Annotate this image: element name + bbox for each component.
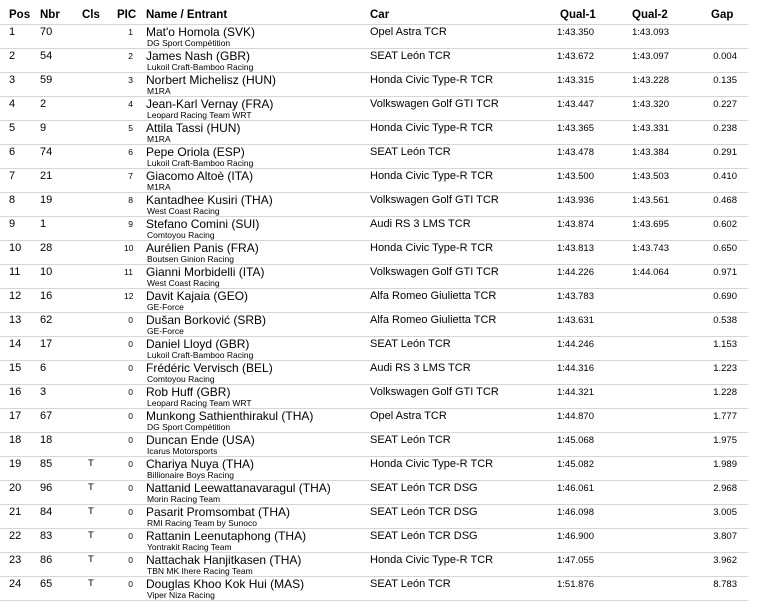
row-divider xyxy=(0,384,748,385)
row-divider xyxy=(0,120,748,121)
row-divider xyxy=(0,312,748,313)
gap-cell: 0.227 xyxy=(713,99,737,110)
gap-cell: 3.962 xyxy=(713,555,737,566)
number-cell: 18 xyxy=(40,434,53,446)
pos-cell: 2 xyxy=(9,50,16,62)
number-cell: 28 xyxy=(40,242,53,254)
pic-cell: 0 xyxy=(128,339,133,349)
number-cell: 16 xyxy=(40,290,53,302)
pos-cell: 3 xyxy=(9,74,16,86)
qual1-time: 1:43.447 xyxy=(557,99,594,110)
gap-cell: 1.989 xyxy=(713,459,737,470)
gap-cell: 0.538 xyxy=(713,315,737,326)
pic-cell: 3 xyxy=(128,75,133,85)
car-cell: Audi RS 3 LMS TCR xyxy=(370,218,471,230)
pos-cell: 7 xyxy=(9,170,16,182)
entrant-name: Icarus Motorsports xyxy=(147,446,218,456)
entrant-name: Morin Racing Team xyxy=(147,494,221,504)
row-divider xyxy=(0,528,748,529)
pic-cell: 0 xyxy=(128,459,133,469)
gap-cell: 0.238 xyxy=(713,123,737,134)
pos-cell: 16 xyxy=(9,386,22,398)
number-cell: 65 xyxy=(40,578,53,590)
entrant-name: Lukoil Craft-Bamboo Racing xyxy=(147,350,254,360)
number-cell: 6 xyxy=(40,362,47,374)
number-cell: 19 xyxy=(40,194,53,206)
driver-name: Rob Huff (GBR) xyxy=(146,385,231,399)
pic-cell: 0 xyxy=(128,531,133,541)
car-cell: Honda Civic Type-R TCR xyxy=(370,74,494,86)
header-pic: PIC xyxy=(117,9,137,21)
pic-cell: 11 xyxy=(124,267,133,277)
driver-name: Mat'o Homola (SVK) xyxy=(146,25,255,39)
entrant-name: Lukoil Craft-Bamboo Racing xyxy=(147,62,254,72)
entrant-name: Comtoyou Racing xyxy=(147,374,215,384)
qual1-time: 1:47.055 xyxy=(557,555,594,566)
car-cell: SEAT León TCR DSG xyxy=(370,530,478,542)
driver-name: Jean-Karl Vernay (FRA) xyxy=(146,97,274,111)
table-row xyxy=(0,480,761,504)
pos-cell: 6 xyxy=(9,146,16,158)
gap-cell: 0.135 xyxy=(713,75,737,86)
row-divider xyxy=(0,504,748,505)
table-row xyxy=(0,360,761,384)
qual2-time: 1:43.228 xyxy=(632,75,669,86)
car-cell: SEAT León TCR xyxy=(370,50,451,62)
table-row xyxy=(0,192,761,216)
pos-cell: 10 xyxy=(9,242,22,254)
gap-cell: 0.690 xyxy=(713,291,737,302)
number-cell: 70 xyxy=(40,26,53,38)
row-divider xyxy=(0,144,748,145)
gap-cell: 0.004 xyxy=(713,51,737,62)
car-cell: Volkswagen Golf GTI TCR xyxy=(370,266,499,278)
number-cell: 10 xyxy=(40,266,53,278)
header-qual1: Qual-1 xyxy=(560,9,596,21)
gap-cell: 1.975 xyxy=(713,435,737,446)
car-cell: SEAT León TCR xyxy=(370,434,451,446)
car-cell: Volkswagen Golf GTI TCR xyxy=(370,98,499,110)
qual2-time: 1:43.695 xyxy=(632,219,669,230)
qual2-time: 1:43.093 xyxy=(632,27,669,38)
entrant-name: GE-Force xyxy=(147,302,184,312)
car-cell: Honda Civic Type-R TCR xyxy=(370,458,494,470)
pic-cell: 4 xyxy=(128,99,133,109)
number-cell: 62 xyxy=(40,314,53,326)
entrant-name: Comtoyou Racing xyxy=(147,230,215,240)
gap-cell: 3.807 xyxy=(713,531,737,542)
car-cell: SEAT León TCR DSG xyxy=(370,506,478,518)
table-row xyxy=(0,288,761,312)
entrant-name: GE-Force xyxy=(147,326,184,336)
row-divider xyxy=(0,168,748,169)
entrant-name: TBN MK Ihere Racing Team xyxy=(147,566,253,576)
table-row xyxy=(0,576,761,600)
row-divider xyxy=(0,48,748,49)
table-row xyxy=(0,552,761,576)
qual1-time: 1:43.631 xyxy=(557,315,594,326)
qual1-time: 1:43.783 xyxy=(557,291,594,302)
row-divider xyxy=(0,96,748,97)
driver-name: Frédéric Vervisch (BEL) xyxy=(146,361,273,375)
pic-cell: 0 xyxy=(128,363,133,373)
row-divider xyxy=(0,216,748,217)
car-cell: Opel Astra TCR xyxy=(370,26,447,38)
pos-cell: 24 xyxy=(9,578,22,590)
row-divider xyxy=(0,240,748,241)
car-cell: Honda Civic Type-R TCR xyxy=(370,554,494,566)
car-cell: Alfa Romeo Giulietta TCR xyxy=(370,314,497,326)
qual2-time: 1:43.331 xyxy=(632,123,669,134)
car-cell: Audi RS 3 LMS TCR xyxy=(370,362,471,374)
row-divider xyxy=(0,360,748,361)
pos-cell: 22 xyxy=(9,530,22,542)
row-divider xyxy=(0,72,748,73)
qual1-time: 1:46.098 xyxy=(557,507,594,518)
qual1-time: 1:46.900 xyxy=(557,531,594,542)
table-row xyxy=(0,24,761,48)
entrant-name: Leopard Racing Team WRT xyxy=(147,398,252,408)
gap-cell: 1.228 xyxy=(713,387,737,398)
number-cell: 74 xyxy=(40,146,53,158)
entrant-name: DG Sport Compétition xyxy=(147,422,231,432)
pic-cell: 0 xyxy=(128,507,133,517)
pic-cell: 8 xyxy=(128,195,133,205)
pos-cell: 13 xyxy=(9,314,22,326)
pos-cell: 5 xyxy=(9,122,16,134)
number-cell: 83 xyxy=(40,530,53,542)
pos-cell: 18 xyxy=(9,434,22,446)
pos-cell: 12 xyxy=(9,290,22,302)
number-cell: 54 xyxy=(40,50,53,62)
number-cell: 9 xyxy=(40,122,47,134)
pos-cell: 11 xyxy=(9,266,21,278)
gap-cell: 0.291 xyxy=(713,147,737,158)
table-row xyxy=(0,408,761,432)
table-row xyxy=(0,48,761,72)
table-row xyxy=(0,72,761,96)
pos-cell: 17 xyxy=(9,410,22,422)
pos-cell: 14 xyxy=(9,338,22,350)
car-cell: SEAT León TCR xyxy=(370,338,451,350)
car-cell: Honda Civic Type-R TCR xyxy=(370,242,494,254)
row-divider xyxy=(0,408,748,409)
table-row xyxy=(0,144,761,168)
entrant-name: West Coast Racing xyxy=(147,278,220,288)
header-name: Name / Entrant xyxy=(146,9,228,21)
row-divider xyxy=(0,432,748,433)
entrant-name: DG Sport Compétition xyxy=(147,38,231,48)
gap-cell: 0.602 xyxy=(713,219,737,230)
pos-cell: 20 xyxy=(9,482,22,494)
qual1-time: 1:43.874 xyxy=(557,219,594,230)
gap-cell: 3.005 xyxy=(713,507,737,518)
table-row xyxy=(0,336,761,360)
gap-cell: 0.410 xyxy=(713,171,737,182)
number-cell: 1 xyxy=(40,218,47,230)
number-cell: 21 xyxy=(40,170,53,182)
pic-cell: 0 xyxy=(128,435,133,445)
pic-cell: 1 xyxy=(128,27,133,37)
pic-cell: 0 xyxy=(128,387,133,397)
qual1-time: 1:44.870 xyxy=(557,411,594,422)
pos-cell: 8 xyxy=(9,194,16,206)
qual1-time: 1:44.246 xyxy=(557,339,594,350)
entrant-name: Boutsen Ginion Racing xyxy=(147,254,234,264)
pos-cell: 1 xyxy=(9,26,16,38)
number-cell: 59 xyxy=(40,74,53,86)
row-divider xyxy=(0,192,748,193)
row-divider xyxy=(0,288,748,289)
pos-cell: 23 xyxy=(9,554,22,566)
pic-cell: 0 xyxy=(128,483,133,493)
driver-name: Davit Kajaia (GEO) xyxy=(146,289,249,303)
header-nbr: Nbr xyxy=(40,9,60,21)
qual1-time: 1:44.316 xyxy=(557,363,594,374)
pic-cell: 6 xyxy=(128,147,133,157)
gap-cell: 8.783 xyxy=(713,579,737,590)
number-cell: 3 xyxy=(40,386,47,398)
pos-cell: 19 xyxy=(9,458,22,470)
driver-name: Norbert Michelisz (HUN) xyxy=(146,73,277,87)
table-row xyxy=(0,528,761,552)
pic-cell: 2 xyxy=(128,51,133,61)
class-cell: T xyxy=(88,530,94,541)
class-cell: T xyxy=(88,578,94,589)
entrant-name: RMI Racing Team by Sunoco xyxy=(147,518,257,528)
pos-cell: 9 xyxy=(9,218,16,230)
driver-name: Pasarit Promsombat (THA) xyxy=(146,505,291,519)
gap-cell: 2.968 xyxy=(713,483,737,494)
car-cell: SEAT León TCR xyxy=(370,146,451,158)
driver-name: Aurélien Panis (FRA) xyxy=(146,241,259,255)
car-cell: SEAT León TCR DSG xyxy=(370,482,478,494)
entrant-name: M1RA xyxy=(147,86,171,96)
gap-cell: 0.468 xyxy=(713,195,737,206)
driver-name: Pepe Oriola (ESP) xyxy=(146,145,245,159)
table-row xyxy=(0,120,761,144)
header-cls: Cls xyxy=(82,9,100,21)
header-car: Car xyxy=(370,9,390,21)
driver-name: Munkong Sathienthirakul (THA) xyxy=(146,409,314,423)
qual1-time: 1:45.068 xyxy=(557,435,594,446)
table-bottom-rule xyxy=(0,600,748,601)
car-cell: SEAT León TCR xyxy=(370,578,451,590)
qual2-time: 1:43.320 xyxy=(632,99,669,110)
driver-name: Nattanid Leewattanavaragul (THA) xyxy=(146,481,331,495)
header-qual2: Qual-2 xyxy=(632,9,668,21)
number-cell: 96 xyxy=(40,482,53,494)
pic-cell: 9 xyxy=(128,219,133,229)
qual2-time: 1:43.503 xyxy=(632,171,669,182)
pic-cell: 0 xyxy=(128,579,133,589)
car-cell: Alfa Romeo Giulietta TCR xyxy=(370,290,497,302)
driver-name: Stefano Comini (SUI) xyxy=(146,217,260,231)
driver-name: Giacomo Altoè (ITA) xyxy=(146,169,254,183)
driver-name: Attila Tassi (HUN) xyxy=(146,121,241,135)
qual2-time: 1:43.561 xyxy=(632,195,669,206)
car-cell: Opel Astra TCR xyxy=(370,410,447,422)
qual1-time: 1:43.672 xyxy=(557,51,594,62)
entrant-name: West Coast Racing xyxy=(147,206,220,216)
car-cell: Honda Civic Type-R TCR xyxy=(370,170,494,182)
driver-name: Kantadhee Kusiri (THA) xyxy=(146,193,273,207)
qual2-time: 1:43.743 xyxy=(632,243,669,254)
number-cell: 17 xyxy=(40,338,53,350)
header-pos: Pos xyxy=(9,9,31,21)
qual1-time: 1:51.876 xyxy=(557,579,594,590)
row-divider xyxy=(0,24,748,25)
qual1-time: 1:43.936 xyxy=(557,195,594,206)
number-cell: 67 xyxy=(40,410,53,422)
table-header xyxy=(0,9,761,23)
class-cell: T xyxy=(88,482,94,493)
pic-cell: 10 xyxy=(124,243,134,253)
qual1-time: 1:43.315 xyxy=(557,75,594,86)
driver-name: Douglas Khoo Kok Hui (MAS) xyxy=(146,577,305,591)
pic-cell: 0 xyxy=(128,411,133,421)
gap-cell: 0.650 xyxy=(713,243,737,254)
qual1-time: 1:46.061 xyxy=(557,483,594,494)
number-cell: 86 xyxy=(40,554,53,566)
number-cell: 2 xyxy=(40,98,47,110)
pos-cell: 21 xyxy=(9,506,22,518)
qual2-time: 1:44.064 xyxy=(632,267,669,278)
qual1-time: 1:44.226 xyxy=(557,267,594,278)
row-divider xyxy=(0,264,748,265)
qual1-time: 1:43.813 xyxy=(557,243,594,254)
table-row xyxy=(0,96,761,120)
table-row xyxy=(0,216,761,240)
qual1-time: 1:45.082 xyxy=(557,459,594,470)
driver-name: Chariya Nuya (THA) xyxy=(146,457,255,471)
table-row xyxy=(0,312,761,336)
driver-name: Rattanin Leenutaphong (THA) xyxy=(146,529,307,543)
pic-cell: 0 xyxy=(128,315,133,325)
class-cell: T xyxy=(88,458,94,469)
table-row xyxy=(0,264,761,288)
pic-cell: 0 xyxy=(128,555,133,565)
driver-name: James Nash (GBR) xyxy=(146,49,251,63)
entrant-name: Billionaire Boys Racing xyxy=(147,470,234,480)
gap-cell: 1.777 xyxy=(713,411,737,422)
qual1-time: 1:44.321 xyxy=(557,387,594,398)
gap-cell: 0.971 xyxy=(713,267,737,278)
row-divider xyxy=(0,336,748,337)
qual2-time: 1:43.097 xyxy=(632,51,669,62)
table-row xyxy=(0,240,761,264)
header-gap: Gap xyxy=(711,9,734,21)
entrant-name: M1RA xyxy=(147,182,171,192)
row-divider xyxy=(0,576,748,577)
pic-cell: 7 xyxy=(128,171,133,181)
qual1-time: 1:43.500 xyxy=(557,171,594,182)
entrant-name: Leopard Racing Team WRT xyxy=(147,110,252,120)
entrant-name: Yontrakit Racing Team xyxy=(147,542,232,552)
qual2-time: 1:43.384 xyxy=(632,147,669,158)
row-divider xyxy=(0,456,748,457)
row-divider xyxy=(0,480,748,481)
entrant-name: M1RA xyxy=(147,134,171,144)
table-row xyxy=(0,456,761,480)
driver-name: Gianni Morbidelli (ITA) xyxy=(146,265,265,279)
driver-name: Daniel Lloyd (GBR) xyxy=(146,337,250,351)
driver-name: Nattachak Hanjitkasen (THA) xyxy=(146,553,302,567)
gap-cell: 1.153 xyxy=(713,339,737,350)
car-cell: Honda Civic Type-R TCR xyxy=(370,122,494,134)
driver-name: Dušan Borković (SRB) xyxy=(146,313,267,327)
entrant-name: Lukoil Craft-Bamboo Racing xyxy=(147,158,254,168)
row-divider xyxy=(0,552,748,553)
entrant-name: Viper Niza Racing xyxy=(147,590,215,600)
pos-cell: 15 xyxy=(9,362,22,374)
driver-name: Duncan Ende (USA) xyxy=(146,433,255,447)
pic-cell: 5 xyxy=(128,123,133,133)
number-cell: 84 xyxy=(40,506,53,518)
car-cell: Volkswagen Golf GTI TCR xyxy=(370,386,499,398)
qual1-time: 1:43.478 xyxy=(557,147,594,158)
table-row xyxy=(0,384,761,408)
table-row xyxy=(0,168,761,192)
class-cell: T xyxy=(88,554,94,565)
number-cell: 85 xyxy=(40,458,53,470)
gap-cell: 1.223 xyxy=(713,363,737,374)
qual1-time: 1:43.350 xyxy=(557,27,594,38)
pos-cell: 4 xyxy=(9,98,16,110)
pic-cell: 12 xyxy=(124,291,134,301)
table-row xyxy=(0,432,761,456)
table-row xyxy=(0,504,761,528)
class-cell: T xyxy=(88,506,94,517)
car-cell: Volkswagen Golf GTI TCR xyxy=(370,194,499,206)
qual1-time: 1:43.365 xyxy=(557,123,594,134)
